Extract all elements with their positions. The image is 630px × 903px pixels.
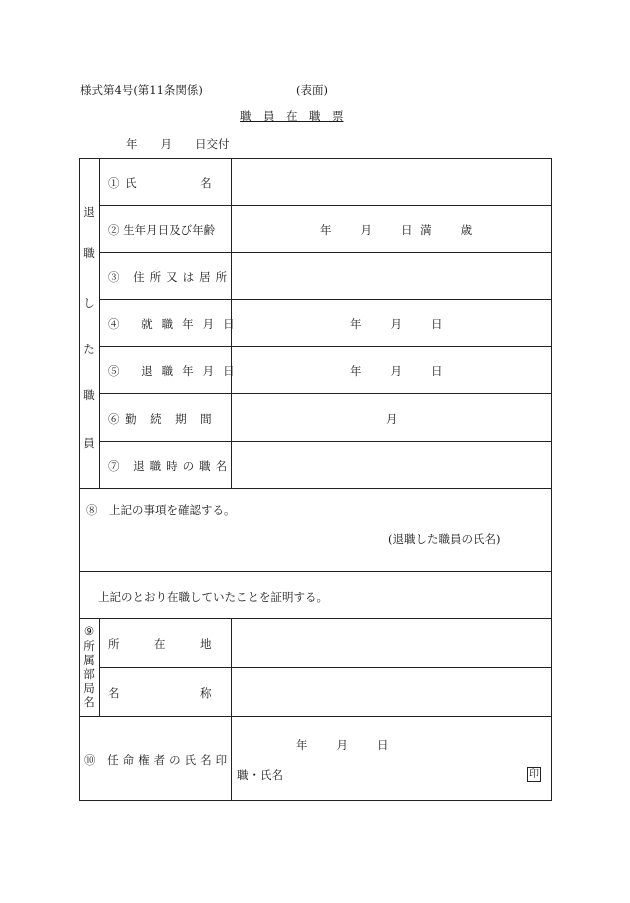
group-label-char: 職 (83, 388, 95, 402)
row-label-name: ① 氏 名 (108, 176, 213, 190)
row-label-last-title: ⑦ 退職時の職名 (108, 459, 233, 473)
group-label-char: た (83, 342, 95, 356)
department-label-char: 所 (83, 639, 95, 653)
confirm-text: ⑧ 上記の事項を確認する。 (86, 503, 236, 517)
group-label-char: し (83, 296, 95, 310)
row-label-service-period: ⑥ 勤 続 期 間 (108, 412, 213, 426)
row-label-birth: ② 生年月日及び年齢 (108, 223, 216, 237)
group-label-char: 員 (83, 436, 95, 450)
department-label-char: 局 (83, 681, 95, 695)
appointer-title-name: 職・氏名 (237, 768, 283, 782)
certify-text: 上記のとおり在職していたことを証明する。 (98, 590, 328, 604)
retired-employee-signature-note: (退職した職員の氏名) (388, 532, 501, 546)
row-label-hire-date: ④ 就職年月日 (108, 317, 244, 331)
department-location-label: 所 在 地 (108, 637, 212, 651)
department-label-char: 属 (83, 653, 95, 667)
issue-date: 年 月 日交付 (126, 137, 230, 151)
group-label-char: 退 (83, 205, 95, 219)
row-label-retire-date: ⑤ 退職年月日 (108, 364, 244, 378)
value-birth-age[interactable]: 年 月 日 満 歳 (320, 223, 475, 237)
page-title: 職 員 在 職 票 (240, 109, 344, 123)
department-number: ⑨ (83, 624, 95, 638)
value-retire-date[interactable]: 年 月 日 (350, 364, 445, 378)
department-name-label: 名 称 (108, 686, 212, 700)
value-service-period[interactable]: 月 (386, 412, 398, 426)
group-label-char: 職 (83, 246, 95, 260)
seal-mark: 印 (529, 769, 539, 780)
form-number: 様式第4号(第11条関係) (80, 83, 203, 97)
row-label-address: ③ 住所又は居所 (108, 270, 233, 284)
department-label-char: 名 (83, 695, 95, 709)
appointer-label: ⑩ 任命権者の氏名印 (84, 753, 232, 767)
appointer-date[interactable]: 年 月 日 (296, 738, 391, 752)
side-label: (表面) (296, 83, 328, 97)
value-hire-date[interactable]: 年 月 日 (350, 317, 445, 331)
department-label-char: 部 (83, 667, 95, 681)
